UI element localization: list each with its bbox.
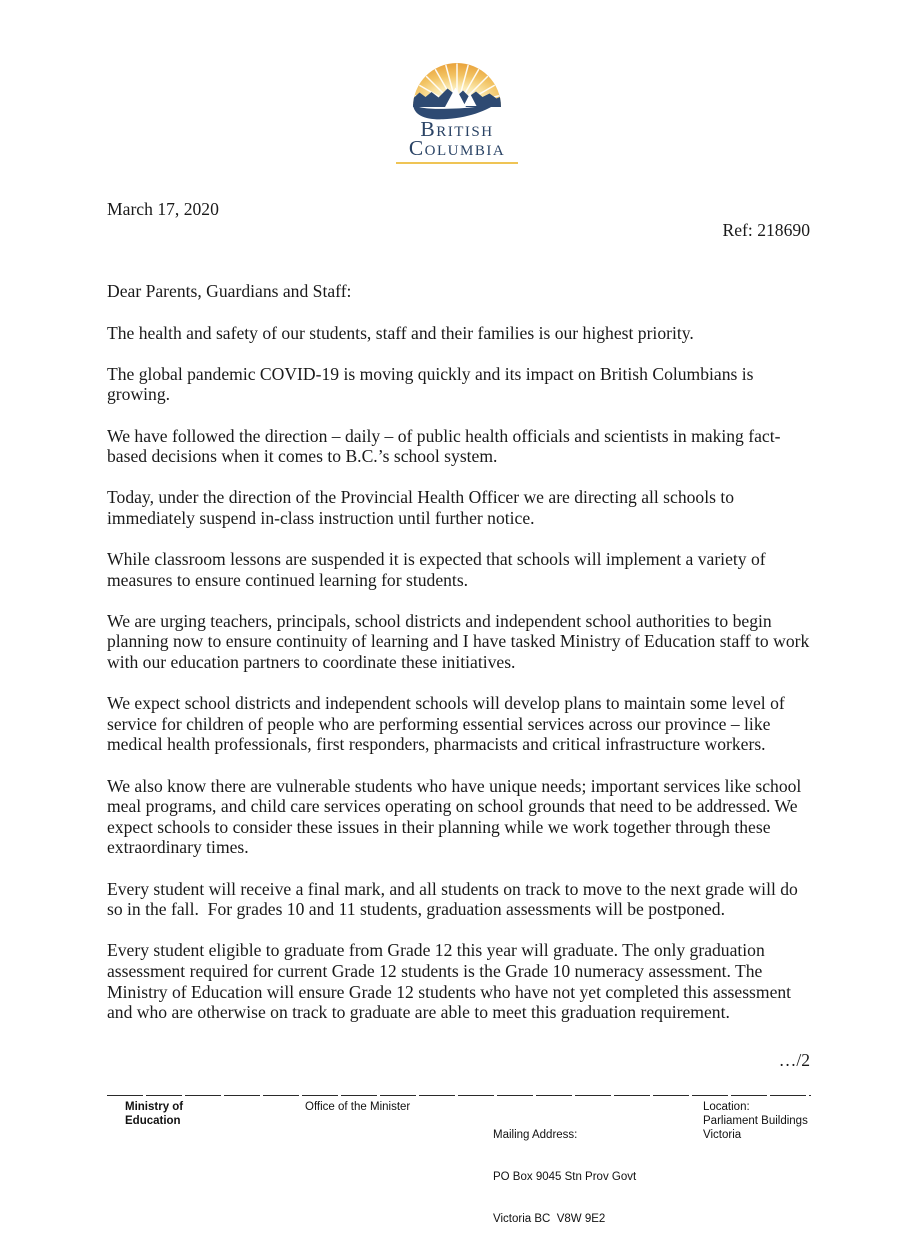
footer-location-label: Location: <box>703 1101 750 1113</box>
footer-mailing-label: Mailing Address: <box>493 1129 578 1141</box>
paragraph-9: Every student will receive a final mark, and all students on track to move to the next grade will do so in the fall. For grades 10 and 11 students, graduation assessments will be postponed. <box>107 878 803 920</box>
footer-mailing-line1: PO Box 9045 Stn Prov Govt <box>493 1171 637 1183</box>
paragraph-4: Today, under the direction of the Provincial Health Officer we are directing all schools to immediately suspend in-class instruction until further notice. <box>107 487 739 528</box>
footer-ministry-line2: Education <box>125 1115 181 1127</box>
footer-location-line2: Victoria <box>703 1129 742 1141</box>
footer-ministry-line1: Ministry of <box>125 1101 184 1113</box>
paragraph-5: While classroom lessons are suspended it is expected that schools will implement a variety of measures to ensure continued learning for students. <box>107 549 771 590</box>
paragraph-7: We expect school districts and independent schools will develop plans to maintain some level of service for children of people who are performing essential services across our province – like medical health professionals, first responders, pharmacists and critical infrastructure workers. <box>107 693 790 755</box>
paragraph-1: The health and safety of our students, staff and their families is our highest priority. <box>107 322 694 343</box>
footer-mailing-address <box>493 1100 636 1254</box>
letter-reference-number: Ref: 218690 <box>722 219 810 240</box>
paragraph-8: We also know there are vulnerable students who have unique needs; important services like school meal programs, and child care services operating on school grounds that need to be addressed. We expect schools to consider these issues in their planning while we work together through these extraordinary times. <box>107 775 806 858</box>
paragraph-2: The global pandemic COVID-19 is moving quickly and its impact on British Columbians is growing. <box>107 363 758 405</box>
bc-government-logo <box>377 60 537 164</box>
footer-location <box>703 1100 808 1142</box>
footer-location-line1: Parliament Buildings <box>703 1115 808 1127</box>
letter-body <box>107 199 814 1043</box>
page-continuation-marker: …/2 <box>778 1050 810 1070</box>
paragraph-6: We are urging teachers, principals, school districts and independent school authorities to begin planning now to ensure continuity of learning and I have tasked Ministry of Education staff to work with our education partners to coordinate these initiatives. <box>107 610 814 673</box>
paragraph-3: We have followed the direction – daily – of public health officials and scientists in making fact-based decisions when it comes to B.C.’s school system. <box>107 425 781 467</box>
paragraph-10: Every student eligible to graduate from Grade 12 this year will graduate. The only graduation assessment required for current Grade 12 students is the Grade 10 numeracy assessment. The Ministry of Education will ensure Grade 12 students who have not yet completed this assessment and who are otherwise on track to graduate are able to meet this graduation requirement. <box>107 940 796 1023</box>
footer-mailing-line2: Victoria BC V8W 9E2 <box>493 1213 606 1225</box>
footer-rule <box>107 1095 811 1096</box>
logo-wordmark-line2: Columbia <box>408 136 506 160</box>
footer-office: Office of the Minister <box>305 1101 411 1113</box>
letter-date: March 17, 2020 <box>107 199 219 219</box>
logo-wordmark-line1: British <box>420 117 494 141</box>
logo-underline <box>396 162 518 164</box>
footer-ministry <box>125 1100 215 1128</box>
salutation: Dear Parents, Guardians and Staff: <box>107 281 352 302</box>
sun-over-mountains-icon <box>411 60 503 120</box>
